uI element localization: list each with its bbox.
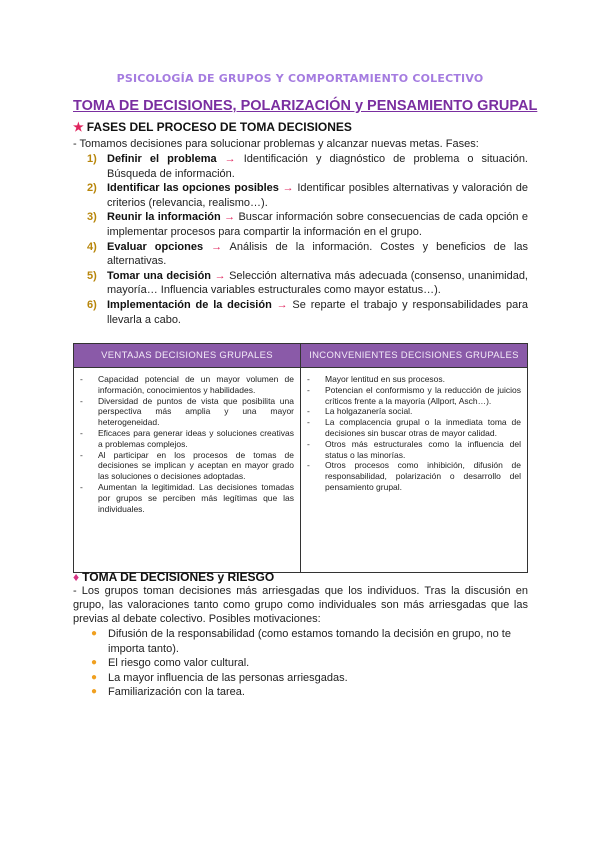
section-title: TOMA DE DECISIONES, POLARIZACIÓN y PENSAMIENTO GRUPAL	[73, 98, 538, 114]
document-title: PSICOLOGÍA DE GRUPOS Y COMPORTAMIENTO COLECTIVO	[116, 72, 484, 85]
step-term: Implementación de la decisión	[107, 298, 272, 311]
list-item: - Al participar en los procesos de tomas de decisiones se implican y aceptan en mayor grado las soluciones o decisiones adoptadas.	[80, 449, 294, 482]
list-item: - Capacidad potencial de un mayor volumen de información, conocimientos y habilidades.	[80, 374, 294, 395]
phase-step	[73, 210, 528, 239]
step-term: Identificar las opciones posibles	[107, 182, 279, 195]
riesgo-heading-text: TOMA DE DECISIONES y RIESGO	[82, 570, 275, 584]
step-text: Buscar información sobre consecuencias de cada opción e implementar procesos para compartir la información en el grupo.	[107, 211, 529, 238]
star-icon: ★	[73, 120, 84, 134]
inconvenientes-cell	[301, 368, 528, 573]
step-text: Selección alternativa más adecuada (consenso, unanimidad, mayoría… Influencia variables estructurales como mayor estatus…).	[107, 269, 528, 297]
step-number: 6)	[87, 298, 97, 311]
step-text: Identificación y diagnóstico de problema o situación. Búsqueda de información.	[107, 153, 528, 180]
list-item: - La holgazanería social.	[307, 406, 413, 417]
arrow-icon: →	[276, 298, 288, 311]
step-number: 5)	[87, 269, 97, 282]
comparison-table	[73, 343, 528, 573]
ventajas-list	[78, 374, 294, 514]
list-item: - Eficaces para generar ideas y soluciones creativas a problemas complejos.	[80, 427, 294, 449]
list-item: - Aumentan la legitimidad. Las decisiones tomadas por grupos se perciben más legítimas que las individuales.	[80, 481, 294, 514]
list-item: - La complacencia grupal o la inmediata toma de decisiones sin buscar otras de mayor calidad.	[307, 417, 521, 438]
list-item: ● El riesgo como valor cultural.	[91, 657, 250, 670]
phases-heading	[73, 120, 352, 134]
list-item: ● Difusión de la responsabilidad (como estamos tomando la decisión en grupo, no te importa tanto).	[91, 628, 511, 655]
phase-step	[73, 152, 528, 181]
list-item: - Otros procesos como inhibición, difusión de responsabilidad, polarización o desarrollo del pensamiento grupal.	[307, 460, 521, 492]
table-row	[74, 368, 528, 573]
arrow-icon: →	[224, 211, 236, 224]
phase-step	[73, 298, 528, 327]
diamond-icon: ♦	[73, 570, 80, 584]
bullet-icon: ●	[91, 628, 98, 639]
riesgo-heading	[73, 570, 274, 584]
list-item: ● La mayor influencia de las personas arriesgadas.	[91, 671, 348, 684]
step-term: Tomar una decisión	[107, 269, 212, 282]
arrow-icon: →	[224, 153, 236, 165]
step-number: 1)	[87, 153, 97, 165]
step-term: Definir el problema	[107, 153, 217, 165]
arrow-icon: →	[282, 182, 294, 195]
phases-list	[73, 152, 528, 327]
step-number: 3)	[87, 211, 97, 224]
step-term: Reunir la información	[107, 211, 221, 224]
step-text: Se reparte el trabajo y responsabilidades para llevarla a cabo.	[107, 298, 528, 326]
inconvenientes-list	[305, 374, 521, 493]
header-ventajas: VENTAJAS DECISIONES GRUPALES	[74, 344, 301, 368]
table-header-row	[74, 344, 528, 368]
ventajas-cell	[74, 368, 301, 573]
list-item: - Otros más estructurales como la influencia del status o las minorías.	[307, 438, 521, 460]
step-text: Identificar posibles alternativas y valoración de criterios (relevancia, realismo…).	[107, 182, 529, 209]
bullet-icon: ●	[91, 686, 98, 698]
phase-step	[73, 181, 528, 210]
list-item: - Mayor lentitud en sus procesos.	[307, 374, 446, 384]
list-item: - Potencian el conformismo y la reducción de juicios críticos frente a la mayoría (Allport, Asch…).	[307, 384, 521, 406]
step-number: 4)	[87, 240, 97, 253]
step-number: 2)	[87, 182, 97, 195]
phase-step	[73, 240, 528, 269]
step-text: Análisis de la información. Costes y beneficios de las alternativas.	[107, 240, 529, 268]
bullet-icon: ●	[91, 657, 98, 669]
motivations-list	[73, 627, 528, 700]
arrow-icon: →	[211, 240, 223, 253]
list-item: ● Familiarización con la tarea.	[91, 686, 245, 699]
phase-step	[73, 269, 528, 298]
list-item: - Diversidad de puntos de vista que posibilita una perspectiva más amplia y una mayor heterogeneidad.	[80, 395, 294, 428]
header-inconvenientes: INCONVENIENTES DECISIONES GRUPALES	[301, 344, 528, 368]
phases-heading-text: FASES DEL PROCESO DE TOMA DECISIONES	[86, 120, 352, 134]
arrow-icon: →	[214, 269, 226, 282]
bullet-icon: ●	[91, 671, 98, 683]
step-term: Evaluar opciones	[107, 240, 204, 253]
phases-intro: - Tomamos decisiones para solucionar problemas y alcanzar nuevas metas. Fases:	[73, 138, 479, 150]
riesgo-intro: - Los grupos toman decisiones más arriesgadas que los individuos. Tras la discusión en grupo, las valoraciones tanto como grupo como individuales son más arriesgadas que las previas al debate colectivo. Posibles motivaciones:	[73, 585, 528, 625]
